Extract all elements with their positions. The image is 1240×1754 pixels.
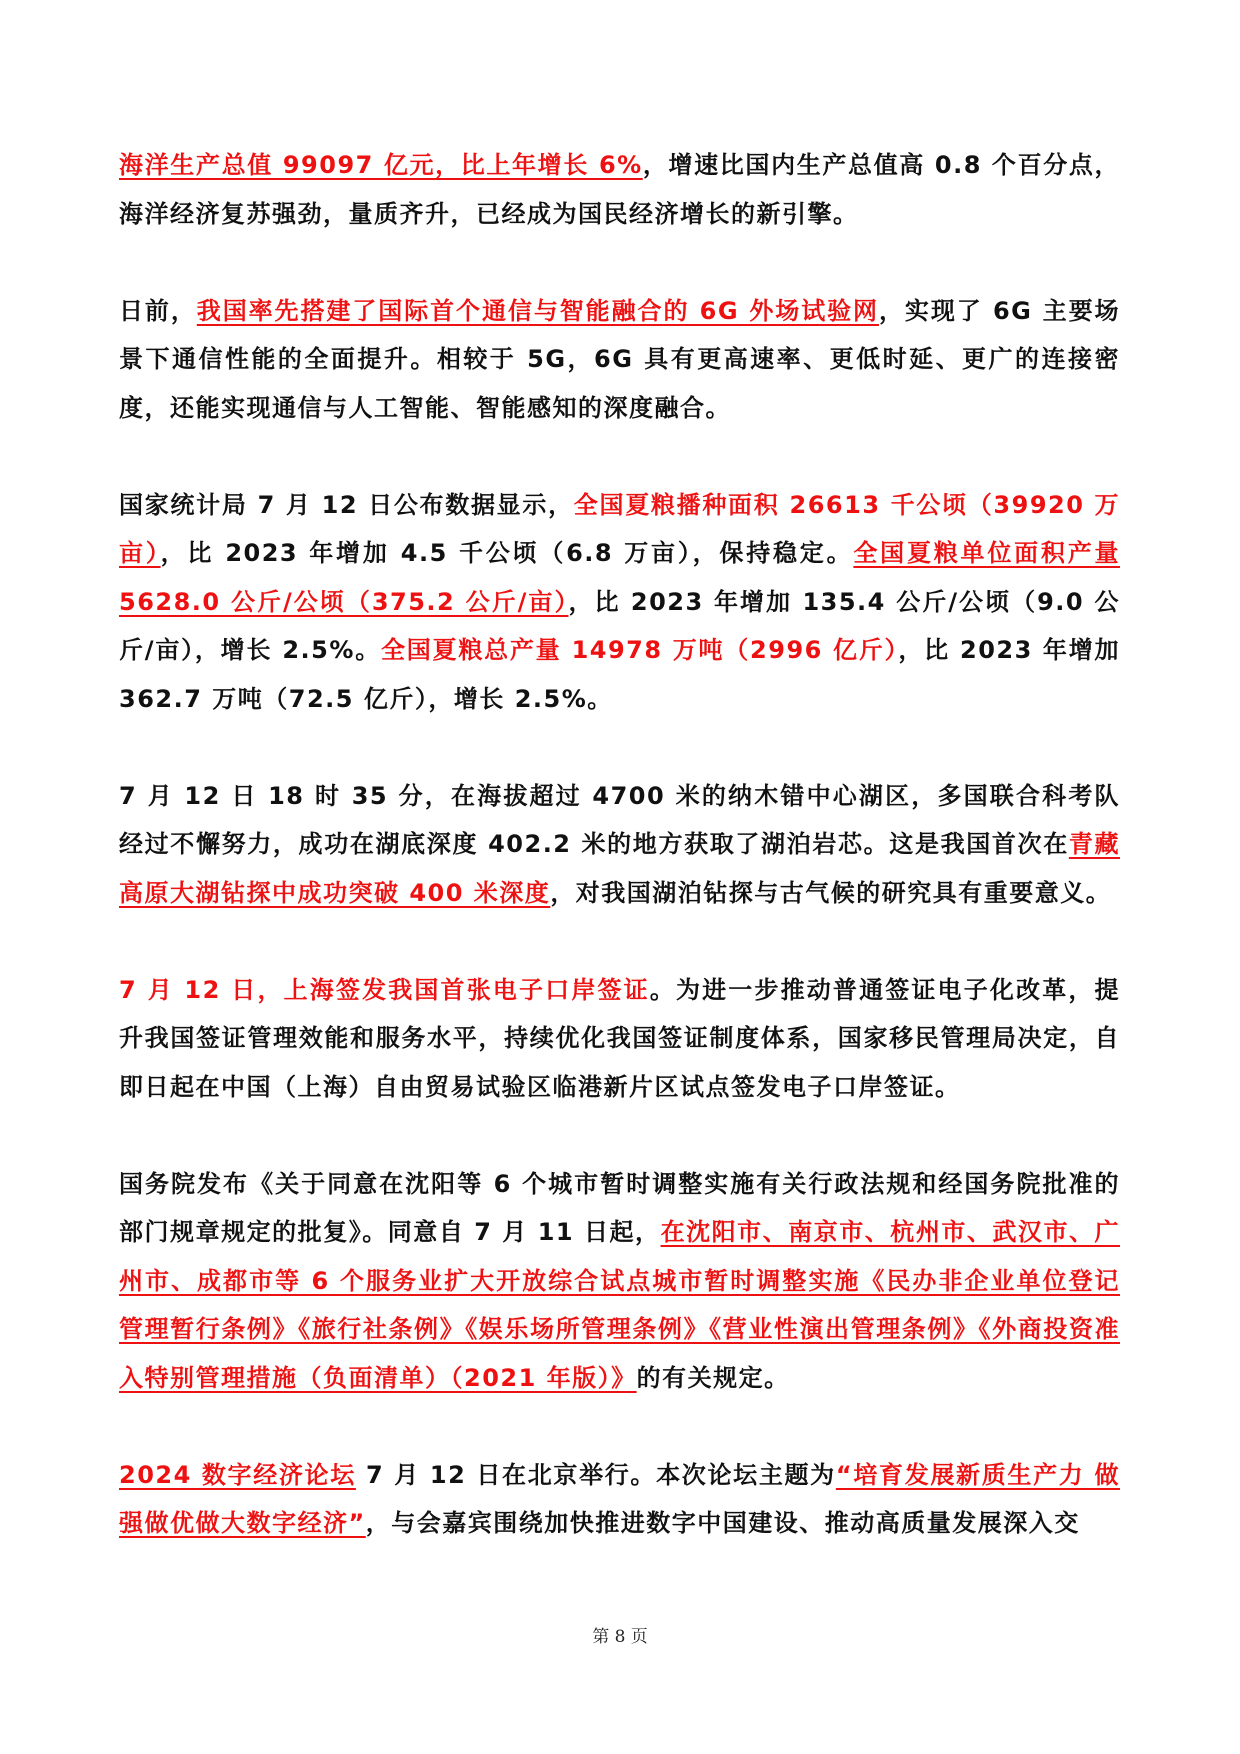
highlighted-text: 全国夏粮单位面积产量 5628.0 公斤/公顷（375.2 公斤/亩） [119, 539, 1121, 616]
highlighted-text: 全国夏粮播种面积 26613 千公顷（39920 万 [573, 490, 1120, 519]
news-paragraph [119, 1160, 1120, 1403]
body-text: 国家统计局 7 月 12 日公布数据显示， [119, 490, 574, 519]
news-paragraph [119, 772, 1120, 918]
highlighted-text: “培育发展新质生产力 做强做优做大数字经济” [119, 1460, 1120, 1537]
highlighted-text: 在沈阳市、南京市、杭州市、武汉市、广州市、成都市等 6 个服务业扩大开放综合试点城市暂时调整实施《民办非企业单位登记管理暂行条例》《旅行社条例》《娱乐场所管理条例》《营业性演出管理条例》《外商投资准入特别管理措施（负面清单）（2021 年版）》 [119, 1218, 1120, 1392]
body-text: 7 月 12 日 18 时 35 分，在海拔超过 4700 米的纳木错中心湖区，多国联合科考队经过不懈努力，成功在湖底深度 402.2 米的地方获取了湖泊岩芯。这是我国首次在 [119, 781, 1120, 858]
highlighted-text: 我国率先搭建了国际首个通信与智能融合的 6G 外场试验网 [196, 296, 879, 325]
highlighted-text: 全国夏粮总产量 14978 万吨（2996 亿斤） [380, 636, 899, 664]
body-text: ，比 2023 年增加 362.7 万吨（72.5 亿斤），增长 2.5%。 [119, 636, 1120, 713]
body-text: ，与会嘉宾围绕加快推进数字中国建设、推动高质量发展深入交 [365, 1509, 1080, 1537]
body-text: ，实现了 6G 主要场景下通信性能的全面提升。相较于 5G，6G 具有更高速率、更低时延、更广的连接密度，还能实现通信与人工智能、智能感知的深度融合。 [119, 296, 1121, 422]
body-text: 日前， [119, 296, 197, 325]
news-paragraph [119, 966, 1120, 1112]
highlighted-text: 2024 数字经济论坛 [119, 1460, 356, 1489]
body-text: ，增速比国内生产总值高 0.8 个百分点，海洋经济复苏强劲，量质齐升，已经成为国民经济增长的新引擎。 [119, 151, 1120, 228]
highlighted-text: 海洋生产总值 99097 亿元，比上年增长 6% [119, 151, 643, 179]
highlighted-text: 青藏高原大湖钻探中成功突破 400 米深度 [119, 830, 1121, 907]
highlighted-text: 7 月 12 日，上海签发我国首张电子口岸签证 [119, 975, 650, 1004]
news-paragraph [119, 141, 1120, 238]
body-text: ，比 2023 年增加 135.4 公斤/公顷（9.0 公斤/亩），增长 2.5%。 [119, 587, 1120, 664]
body-text: ，对我国湖泊钻探与古气候的研究具有重要意义。 [550, 878, 1112, 907]
body-text: 。为进一步推动普通签证电子化改革，提升我国签证管理效能和服务水平，持续优化我国签证制度体系，国家移民管理局决定，自即日起在中国（上海）自由贸易试验区临港新片区试点签发电子口岸签证。 [119, 975, 1121, 1101]
document-body [119, 141, 1120, 1596]
highlighted-text: 亩） [119, 539, 161, 567]
body-text: ，比 2023 年增加 4.5 千公顷（6.8 万亩），保持稳定。 [160, 539, 854, 567]
news-paragraph [119, 287, 1120, 433]
page-number: 第 8 页 [592, 1627, 648, 1647]
body-text: 的有关规定。 [636, 1363, 790, 1392]
news-paragraph [119, 1451, 1120, 1548]
body-text: 7 月 12 日在北京举行。本次论坛主题为 [355, 1460, 836, 1489]
body-text: 国务院发布《关于同意在沈阳等 6 个城市暂时调整实施有关行政法规和经国务院批准的部门规章规定的批复》。同意自 7 月 11 日起， [119, 1169, 1120, 1246]
news-paragraph [119, 481, 1120, 724]
